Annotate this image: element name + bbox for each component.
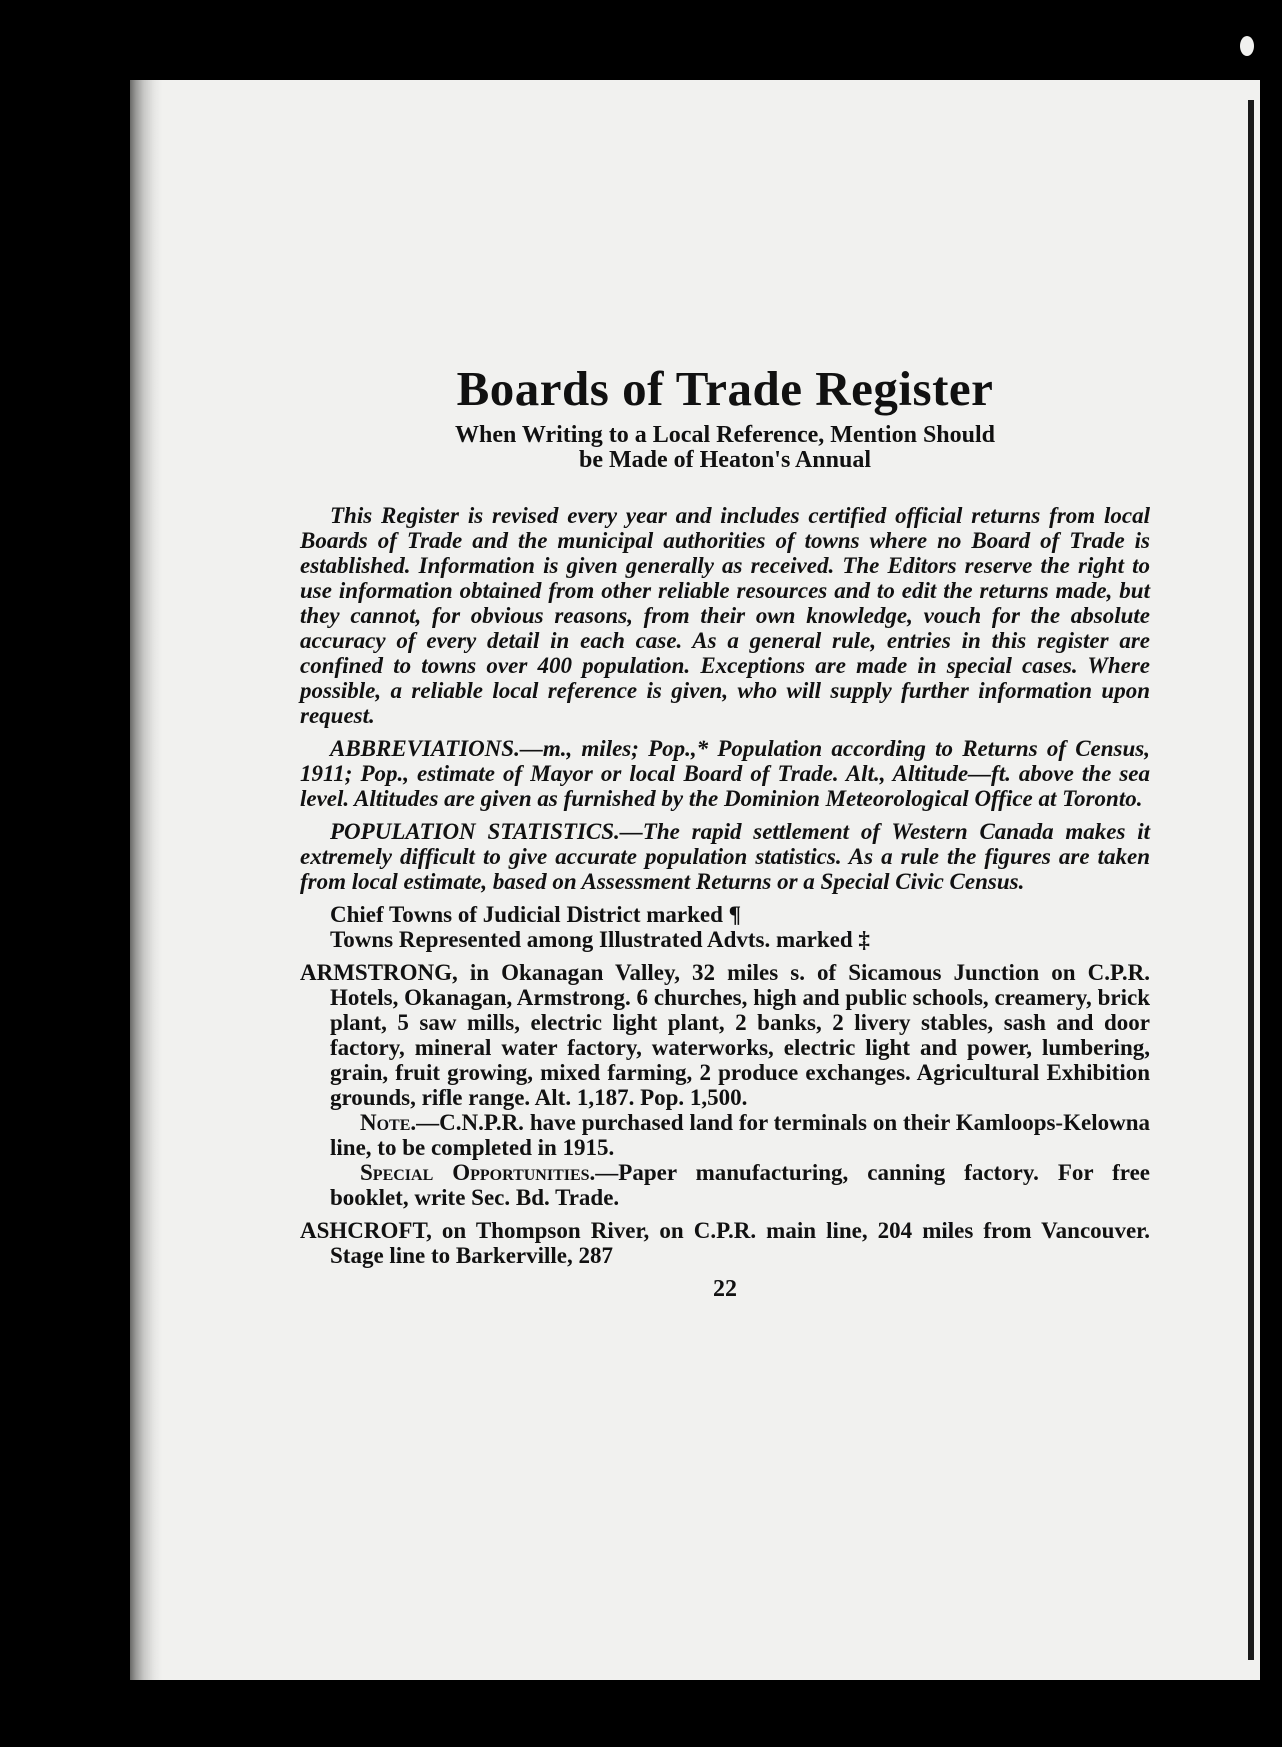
entry-ashcroft-name: ASHCROFT, <box>300 1218 432 1243</box>
markers-legend <box>300 902 1150 952</box>
abbreviations-paragraph: ABBREVIATIONS.—m., miles; Pop.,* Population according to Returns of Census, 1911; Pop., estimate of Mayor or local Board of Trade. Alt., Altitude—ft. above the sea level. Altitudes are given as furnished by the Dominion Meteorological Office at Toronto. <box>300 736 1150 811</box>
entry-armstrong-special <box>300 1160 1150 1210</box>
special-label: Special Opportunities. <box>360 1160 596 1185</box>
entry-armstrong-note <box>300 1110 1150 1160</box>
subtitle-line-2: be Made of Heaton's Annual <box>578 447 872 473</box>
special-text: —Paper manufacturing, canning factory. For free booklet, write Sec. Bd. Trade. <box>330 1160 1150 1210</box>
subtitle-line-1: When Writing to a Local Reference, Mention Should <box>455 422 995 448</box>
page-title: Boards of Trade Register <box>456 361 994 416</box>
note-text: —C.N.P.R. have purchased land for terminals on their Kamloops-Kelowna line, to be completed in 1915. <box>330 1110 1150 1160</box>
marker-judicial: Chief Towns of Judicial District marked ¶ <box>330 902 742 927</box>
note-label: Note. <box>360 1110 417 1135</box>
page-binding <box>130 80 162 1680</box>
entry-armstrong-name: ARMSTRONG, <box>300 960 458 985</box>
page-subtitle <box>300 423 1150 473</box>
page-content <box>300 360 1150 1303</box>
entry-armstrong-body: in Okanagan Valley, 32 miles s. of Sicamous Junction on C.P.R. Hotels, Okanagan, Armstrong. 6 churches, high and public schools, creamery, brick plant, 5 saw mills, electric light plant, 2 banks, 2 livery stables, sash and door factory, mineral water factory, waterworks, electric light and power, lumbering, grain, fruit growing, mixed farming, 2 produce exchanges. Agricultural Exhibition grounds, rifle range. Alt. 1,187. Pop. 1,500. <box>330 960 1150 1110</box>
register-entries <box>300 960 1150 1268</box>
entry-ashcroft-text <box>300 1218 1150 1268</box>
intro-paragraph: This Register is revised every year and includes certified official returns from local Boards of Trade and the municipal authorities of towns where no Board of Trade is established. Information is given generally as received. The Editors reserve the right to use information obtained from other reliable resources and to edit the returns made, but they cannot, for obvious reasons, from their own knowledge, vouch for the absolute accuracy of every detail in each case. As a general rule, entries in this register are confined to towns over 400 population. Exceptions are made in special cases. Where possible, a reliable local reference is given, who will supply further information upon request. <box>300 503 1150 728</box>
intro-section <box>300 503 1150 894</box>
entry-armstrong <box>300 960 1150 1210</box>
entry-ashcroft-body: on Thompson River, on C.P.R. main line, 204 miles from Vancouver. Stage line to Barkerville, 287 <box>330 1218 1150 1268</box>
entry-armstrong-text <box>300 960 1150 1110</box>
page-number: 22 <box>713 1276 737 1302</box>
corner-mark <box>1240 36 1254 56</box>
marker-advts: Towns Represented among Illustrated Advts. marked ‡ <box>330 927 870 952</box>
population-paragraph: POPULATION STATISTICS.—The rapid settlement of Western Canada makes it extremely difficult to give accurate population statistics. As a rule the figures are taken from local estimate, based on Assessment Returns or a Special Civic Census. <box>300 819 1150 894</box>
entry-ashcroft <box>300 1218 1150 1268</box>
page-right-edge <box>1248 100 1254 1660</box>
